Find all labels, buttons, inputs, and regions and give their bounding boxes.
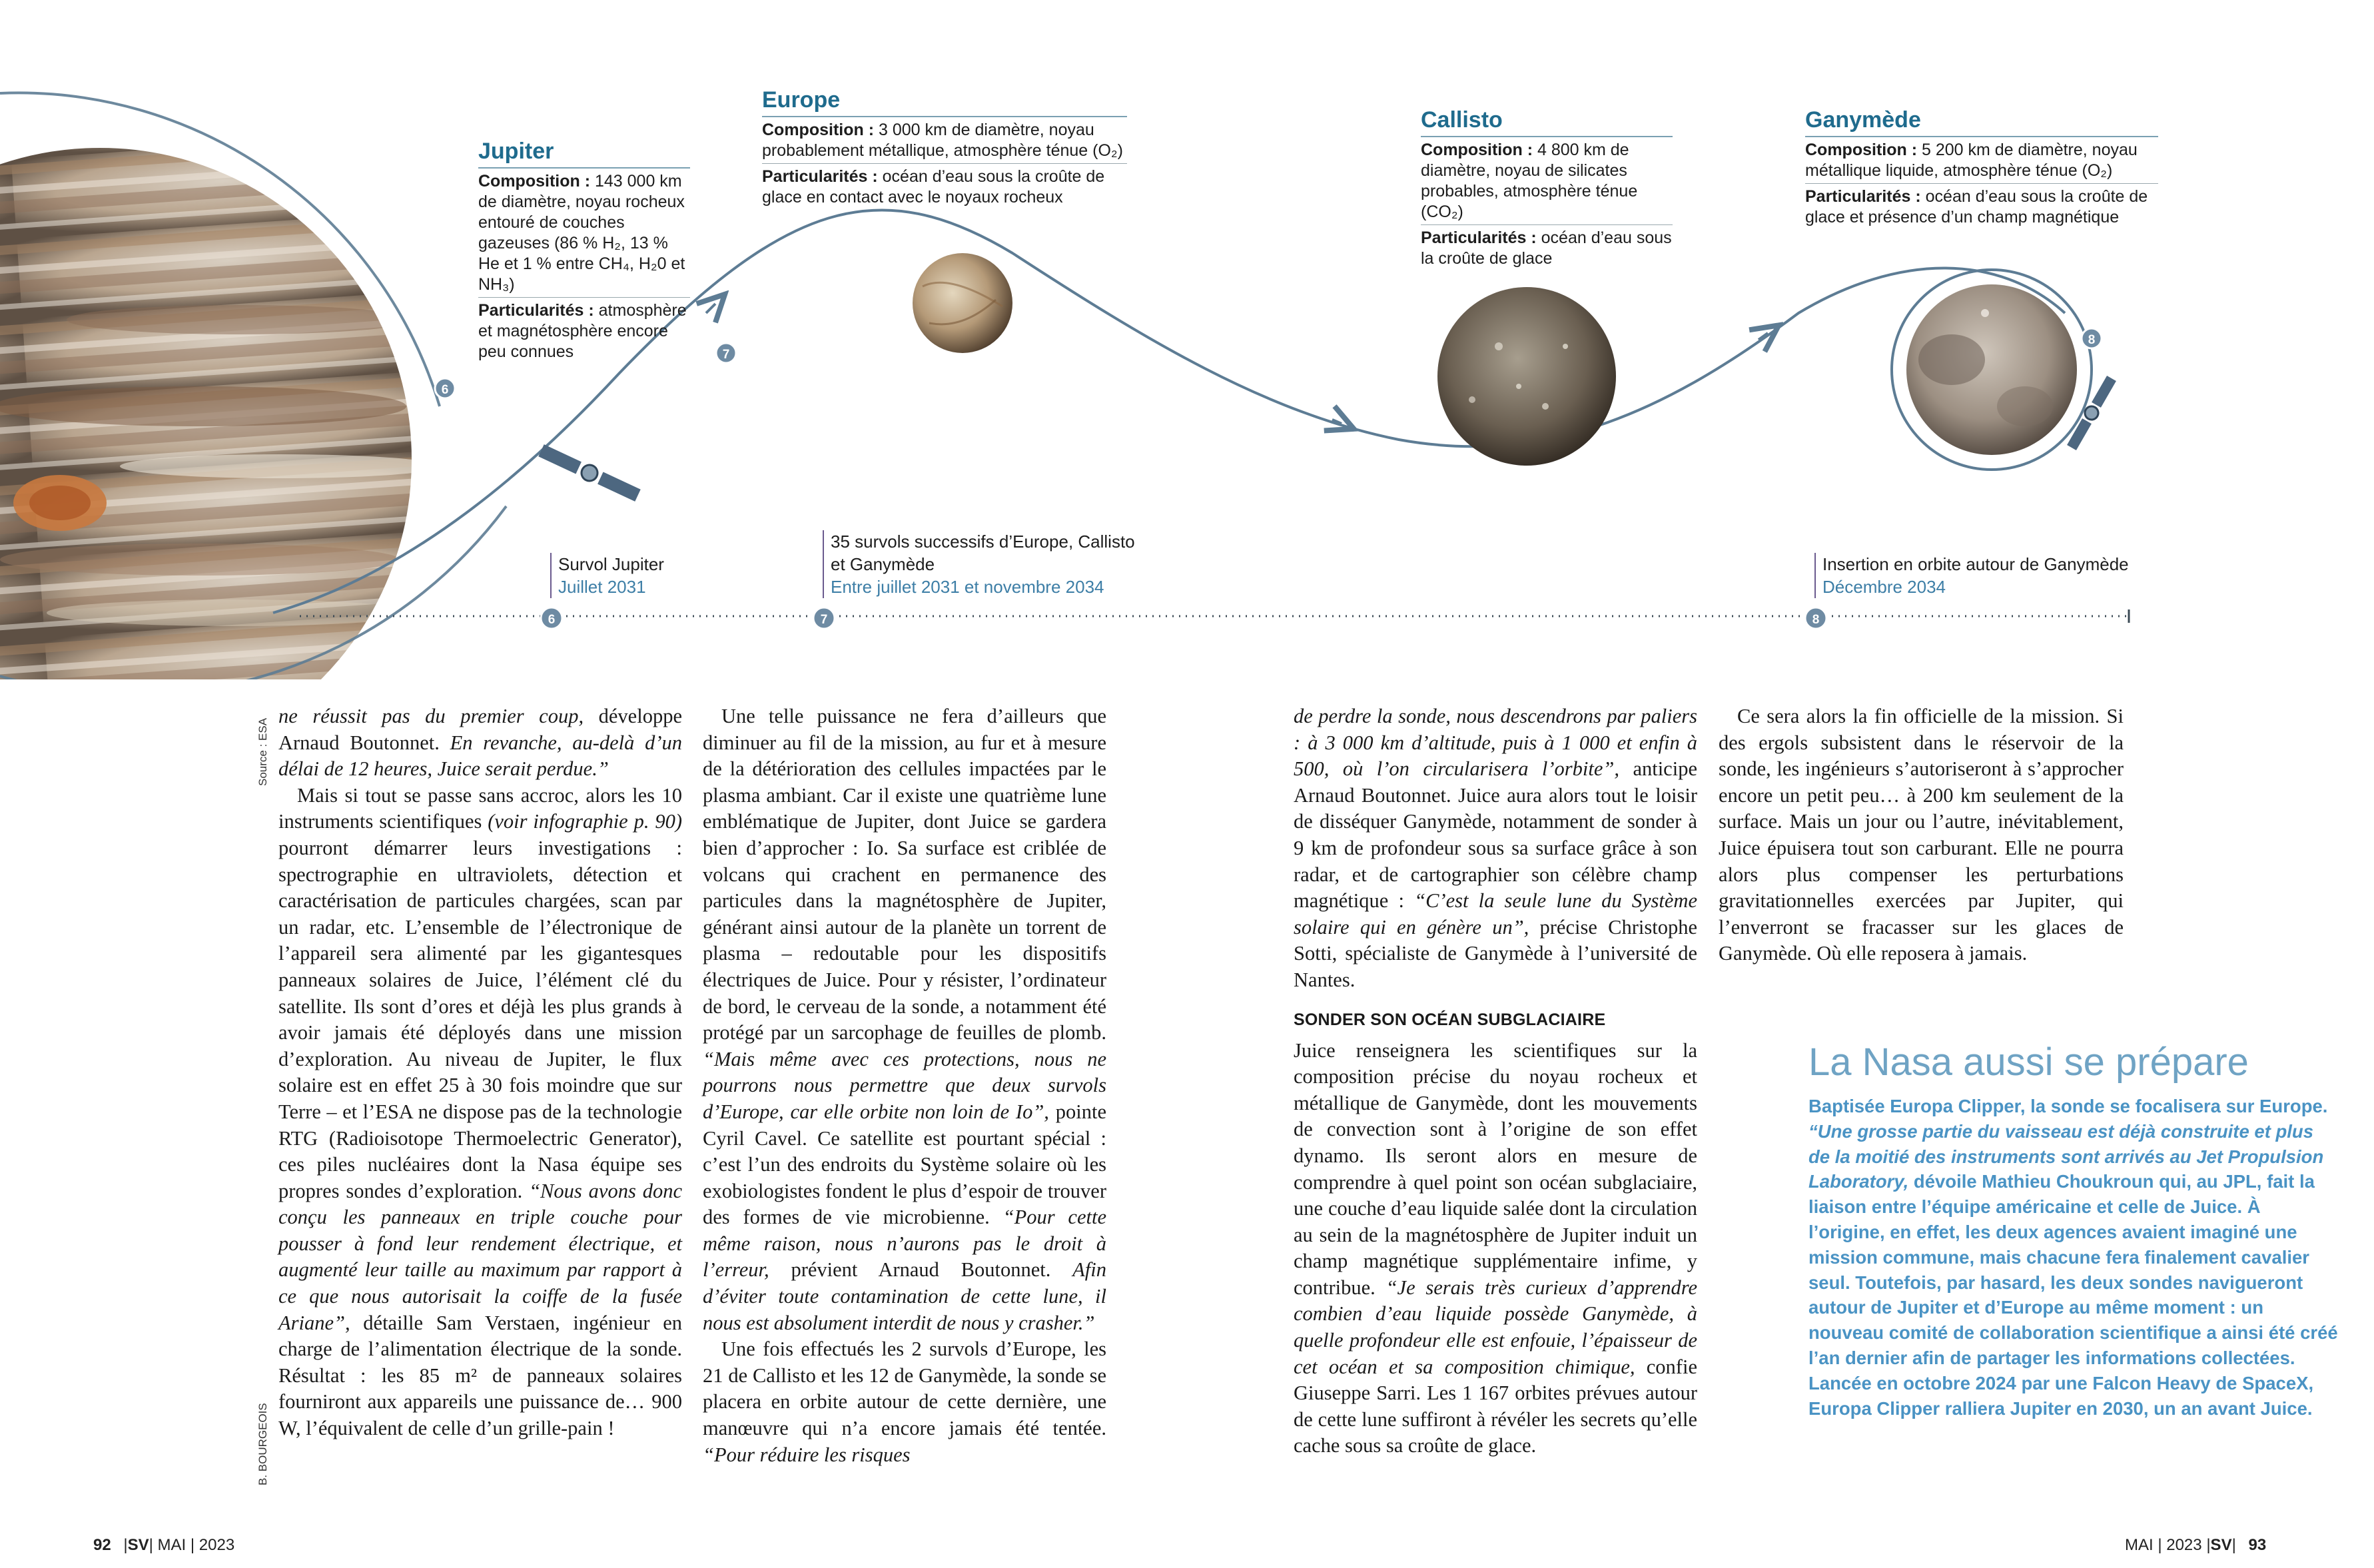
ganymede-part-label: Particularités : xyxy=(1805,187,1921,206)
event-8-date: Décembre 2034 xyxy=(1822,577,1946,597)
text-run: pointe Cyril Cavel. Ce satellite est pourtant spécial : c’est l’un des endroits du Système solaire où les exobiologistes fondent le plus d’espoir de trouver des formes de vie microbienne. xyxy=(703,1100,1106,1229)
c2-paragraph xyxy=(703,1336,1106,1468)
event-7-text: 35 survols successifs d’Europe, Callisto et Ganymède xyxy=(831,532,1135,574)
text-run: confie Giuseppe Sarri. Les 1 167 orbites prévues autour de cette lune suffiront à révéler les secrets qu’elle cache sous sa croûte de glace. xyxy=(1294,1355,1697,1457)
europe-infobox xyxy=(762,87,1127,212)
c1-paragraph xyxy=(278,783,682,1442)
text-run: (voir infographie p. 90) xyxy=(488,810,682,833)
c4-paragraph: Ce sera alors la fin officielle de la mission. Si des ergols subsistent dans le réservoir de la sonde, les ingénieurs s’autoriseront à s’approcher encore un petit peu… à 200 km seulement de la surface. Mais un jour ou l’autre, inévitablement, Juice épuisera tout son carburant. Elle ne pourra alors plus compenser les perturbations gravitationnelles exercées par Jupiter, qui l’enverront se fracasser sur les glaces de Ganymède. Où elle reposera à jamais. xyxy=(1719,705,2124,965)
folio-right xyxy=(2125,1536,2266,1555)
text-run: “Pour réduire les risques xyxy=(703,1443,911,1466)
callisto-infobox xyxy=(1421,107,1673,274)
svg-text:6: 6 xyxy=(441,383,449,397)
ganymede-infobox xyxy=(1805,107,2158,232)
callisto-comp-text: 4 800 km de diamètre, noyau de silicates probables, atmosphère ténue (CO₂) xyxy=(1421,141,1638,221)
timeline-marker-7-icon xyxy=(813,607,835,629)
event-8-text: Insertion en orbite autour de Ganymède xyxy=(1822,554,2129,574)
text-run: “Je serais très curieux d’apprendre combien d’eau liquide possède Ganymède, à quelle profondeur elle est enfouie, l’épaisseur de cet océan et sa composition chimique, xyxy=(1294,1276,1697,1378)
jupiter-comp-label: Composition : xyxy=(478,172,591,191)
illustrator-credit: B. BOURGEOIS xyxy=(256,1403,269,1485)
timeline-marker-6-icon xyxy=(541,607,562,629)
text-run: En revanche, au-delà d’un délai de 12 heures, Juice serait perdue.” xyxy=(278,731,682,781)
folio-left xyxy=(93,1536,234,1555)
c3-paragraph xyxy=(1294,703,1697,994)
ganymede-comp-label: Composition : xyxy=(1805,141,1918,159)
article-column-2 xyxy=(703,703,1106,1468)
svg-text:6: 6 xyxy=(548,613,556,627)
event-6-text: Survol Jupiter xyxy=(558,554,664,574)
jupiter-comp-text: 143 000 km de diamètre, noyau rocheux entouré de couches gazeuses (86 % H₂, 13 % He et 1 % entre CH₄, H₂0 et NH₃) xyxy=(478,172,685,294)
step-6-marker-icon xyxy=(435,378,455,398)
callisto-image xyxy=(1437,287,1616,466)
text-run: “Nous avons donc conçu les panneaux en triple couche pour pousser à fond leur rendement électrique, et augmenté leur taille au maximum par rapport à ce que nous autorisait la coiffe de la fusée Ariane”, xyxy=(278,1179,682,1334)
callisto-title: Callisto xyxy=(1421,107,1673,137)
step-8-marker-icon xyxy=(2082,328,2102,348)
juice-spacecraft-icon xyxy=(538,443,641,502)
timeline-event-6 xyxy=(550,553,758,598)
brand-s: S xyxy=(2210,1536,2221,1554)
svg-text:8: 8 xyxy=(1812,613,1820,627)
text-run: Une fois effectués les 2 survols d’Europe, les 21 de Callisto et les 12 de Ganymède, la sonde se placera en orbite autour de cette dernière, une manœuvre qui n’a encore jamais été tentée. xyxy=(703,1338,1106,1440)
article-column-3 xyxy=(1294,703,1697,1459)
article-column-1 xyxy=(278,703,682,1442)
sidebar-body xyxy=(1808,1094,2338,1421)
text-run: précise Christophe Sotti, spécialiste de Ganymède à l’université de Nantes. xyxy=(1294,915,1697,991)
text-run: pourront démarrer leurs investigations : spectrographie en ultraviolets, détection et caractérisation de particules chargées, scan par un radar, etc. L’ensemble de l’électronique de l’appareil sera alimenté par les gigantesques panneaux solaires de Juice, l’élément clé du satellite. Ils sont d’ores et déjà les plus grands à avoir jamais été déployés dans une mission d’exploration. Au niveau de Jupiter, le flux solaire est en effet 25 à 30 fois moindre que sur Terre – et l’ESA ne dispose pas de la technologie RTG (Radioisotope Thermoelectric Generator), ces piles nucléaires dont la Nasa équipe ses propres sondes d’exploration. xyxy=(278,836,682,1202)
ganymede-image xyxy=(1906,284,2077,455)
event-6-date: Juillet 2031 xyxy=(558,577,646,597)
nasa-sidebar xyxy=(1808,1039,2338,1421)
europe-title: Europe xyxy=(762,87,1127,117)
text-run: “Mais même avec ces protections, nous ne pourrons nous permettre que deux survols d’Europe, car elle orbite non loin de Io”, xyxy=(703,1047,1106,1123)
brand-v: V xyxy=(138,1536,149,1554)
jupiter-part-label: Particularités : xyxy=(478,301,594,320)
text-run: Baptisée Europa Clipper, la sonde se focalisera sur Europe. xyxy=(1808,1096,2328,1116)
text-run: anticipe Arnaud Boutonnet. Juice aura alors tout le loisir de disséquer Ganymède, notamment de sonder à 9 km de profondeur sous sa surface grâce à son radar, et de cartographier son célèbre champ magnétique : xyxy=(1294,757,1697,913)
brand-logo-left xyxy=(128,1536,149,1554)
text-run: Afin d’éviter toute contamination de cette lune, il nous est absolument interdit de nous y crasher.” xyxy=(703,1258,1106,1334)
event-7-date: Entre juillet 2031 et novembre 2034 xyxy=(831,577,1104,597)
text-run: “Une grosse partie du vaisseau est déjà construite et plus de la moitié des instruments sont arrivés au Jet Propulsion Laboratory, xyxy=(1808,1120,2324,1192)
svg-text:7: 7 xyxy=(820,613,828,627)
ganymede-title: Ganymède xyxy=(1805,107,2158,137)
source-credit: Source : ESA xyxy=(256,717,269,786)
folio-sep: | xyxy=(123,1536,128,1554)
text-run: développe Arnaud Boutonnet. xyxy=(278,705,682,754)
callisto-part-label: Particularités : xyxy=(1421,228,1537,247)
issue-date-left: MAI | 2023 xyxy=(157,1536,235,1554)
folio-sep: | xyxy=(149,1536,153,1554)
page-number-right: 93 xyxy=(2248,1536,2267,1554)
europe-part-text: océan d’eau sous la croûte de glace en contact avec le noyaux rocheux xyxy=(762,167,1105,206)
jupiter-part-text: atmosphère et magnétosphère encore peu connues xyxy=(478,301,687,361)
sidebar-title: La Nasa aussi se prépare xyxy=(1808,1040,2249,1084)
jupiter-image xyxy=(0,107,440,679)
europa-image xyxy=(913,253,1012,353)
text-run: Juice renseignera les scientifiques sur la composition précise du noyau rocheux et métallique de Ganymède, dont les mouvements de convection sont à l’origine de son effet dynamo. Ils seront alors en mesure de comprendre à quel point son océan subglaciaire, une couche d’eau liquide salée dont la circulation au sein de la magnétosphère de Jupiter induit un champ magnétique supplémentaire infime, y contribue. xyxy=(1294,1038,1697,1299)
text-run: de perdre la sonde, nous descendrons par paliers : à 3 000 km d’altitude, puis à 1 000 et enfin à 500, où l’on circularisera l’orbite”, xyxy=(1294,705,1697,781)
issue-date-right: MAI | 2023 xyxy=(2125,1536,2202,1554)
brand-logo-right xyxy=(2211,1536,2232,1554)
europe-comp-label: Composition : xyxy=(762,121,875,139)
folio-sep: | xyxy=(2231,1536,2236,1554)
text-run: “Pour cette même raison, nous n’aurons pas le droit à l’erreur, xyxy=(703,1206,1106,1282)
text-run: Une telle puissance ne fera d’ailleurs que diminuer au fil de la mission, au fur et à mesure de la détérioration des cellules impactées par le plasma ambiant. Car il existe une quatrième lune emblématique de Jupiter, dont Juice se gardera bien d’approcher : Io. Sa surface est criblée de volcans qui crachent en permanence des particules dans la magnétosphère de Jupiter, générant ainsi autour de la planète un torrent de plasma – redoutable pour les dispositifs électriques de Juice. Pour y résister, l’ordinateur de bord, le cerveau de la sonde, a notamment été protégé par un sarcophage de feuilles de plomb. xyxy=(703,705,1106,1044)
ganymede-comp-text: 5 200 km de diamètre, noyau métallique liquide, atmosphère ténue (O₂) xyxy=(1805,141,2138,180)
c1-paragraph xyxy=(278,703,682,783)
c3-paragraph xyxy=(1294,1038,1697,1460)
page-number-left: 92 xyxy=(93,1536,111,1554)
svg-text:8: 8 xyxy=(2088,333,2096,347)
text-run: prévient Arnaud Boutonnet. xyxy=(769,1258,1073,1282)
callisto-comp-label: Composition : xyxy=(1421,141,1533,159)
folio-sep: | xyxy=(2206,1536,2211,1554)
svg-text:7: 7 xyxy=(722,348,730,362)
text-run: “C’est la seule lune du Système solaire qui en génère un”, xyxy=(1294,889,1697,939)
brand-s: S xyxy=(127,1536,139,1554)
text-run: Mais si tout se passe sans accroc, alors les 10 instruments scientifiques xyxy=(278,783,682,833)
timeline-event-7 xyxy=(823,530,1144,598)
timeline-marker-8-icon xyxy=(1805,607,1826,629)
timeline-event-8 xyxy=(1814,553,2169,598)
callisto-part-text: océan d’eau sous la croûte de glace xyxy=(1421,228,1672,268)
europe-comp-text: 3 000 km de diamètre, noyau probablement métallique, atmosphère ténue (O₂) xyxy=(762,121,1123,160)
jupiter-title: Jupiter xyxy=(478,138,690,169)
brand-v: V xyxy=(2221,1536,2232,1554)
text-run: dévoile Mathieu Choukroun qui, au JPL, fait la liaison entre l’équipe américaine et celle de Juice. À l’origine, en effet, les deux agences avaient imaginé une mission commune, mais chacune fera finalement cavalier seul. Toutefois, par hasard, les deux sondes navigueront autour de Jupiter et d’Europe au même moment : un nouveau comité de collaboration scientifique a ainsi été créé l’an dernier afin de partager les informations collectées. Lancée en octobre 2024 par une Falcon Heavy de SpaceX, Europa Clipper ralliera Jupiter en 2030, un an avant Juice. xyxy=(1808,1171,2338,1419)
text-run: détaille Sam Verstaen, ingénieur en charge de l’alimentation électrique de la sonde. Résultat : les 85 m² de panneaux solaires fourniront aux appareils une puissance de… 900 W, l’équivalent de celle d’un grille-pain ! xyxy=(278,1311,682,1440)
ganymede-part-text: océan d’eau sous la croûte de glace et présence d’un champ magnétique xyxy=(1805,187,2148,226)
step-7-marker-icon xyxy=(716,343,736,363)
europe-part-label: Particularités : xyxy=(762,167,878,186)
c2-paragraph xyxy=(703,703,1106,1336)
jupiter-infobox xyxy=(478,138,690,367)
section-heading: SONDER SON OCÉAN SUBGLACIAIRE xyxy=(1294,1010,1606,1029)
text-run: ne réussit pas du premier coup, xyxy=(278,705,584,727)
article-column-4 xyxy=(1719,703,2124,967)
